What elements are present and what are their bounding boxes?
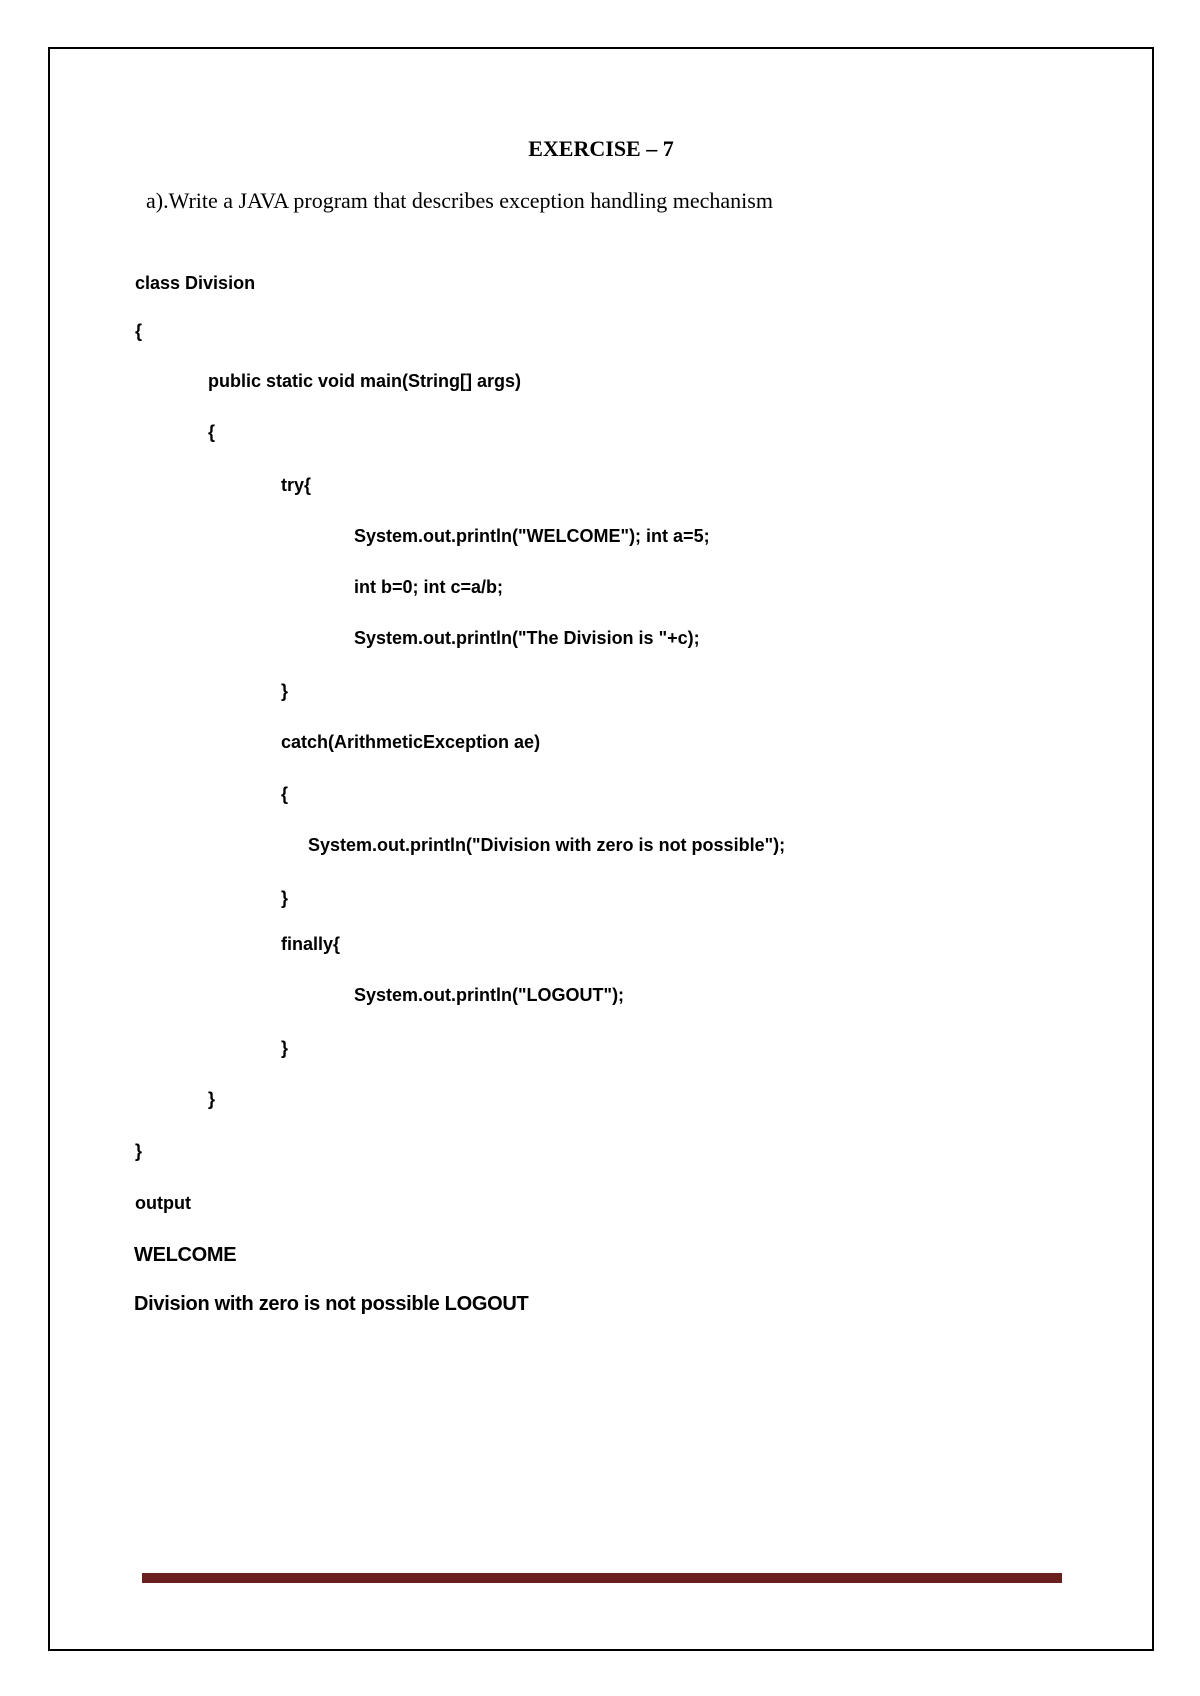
code-line-8: System.out.println("The Division is "+c);	[354, 628, 700, 648]
code-line-4: {	[208, 422, 216, 442]
question-text: a).Write a JAVA program that describes exception handling mechanism	[146, 188, 773, 213]
code-line-1: class Division	[135, 273, 256, 293]
code-line-13: }	[281, 888, 289, 908]
output-line-1: WELCOME	[134, 1244, 237, 1266]
code-line-15: System.out.println("LOGOUT");	[354, 985, 625, 1005]
code-line-3: public static void main(String[] args)	[208, 371, 522, 391]
code-line-2: {	[135, 321, 143, 341]
code-line-17: }	[208, 1089, 216, 1109]
code-line-7: int b=0; int c=a/b;	[354, 577, 504, 597]
code-line-6: System.out.println("WELCOME"); int a=5;	[354, 526, 710, 546]
code-line-18: }	[135, 1141, 143, 1161]
footer-rule	[142, 1573, 1062, 1583]
code-line-11: {	[281, 784, 289, 804]
code-line-9: }	[281, 681, 289, 701]
code-line-16: }	[281, 1038, 289, 1058]
output-label: output	[135, 1193, 191, 1213]
code-line-10: catch(ArithmeticException ae)	[281, 732, 541, 752]
code-line-14: finally{	[281, 934, 341, 954]
output-line-2: Division with zero is not possible LOGOUT	[134, 1293, 529, 1315]
exercise-title: EXERCISE – 7	[528, 136, 674, 161]
code-line-12: System.out.println("Division with zero is not possible");	[308, 835, 786, 855]
code-line-5: try{	[281, 475, 312, 495]
